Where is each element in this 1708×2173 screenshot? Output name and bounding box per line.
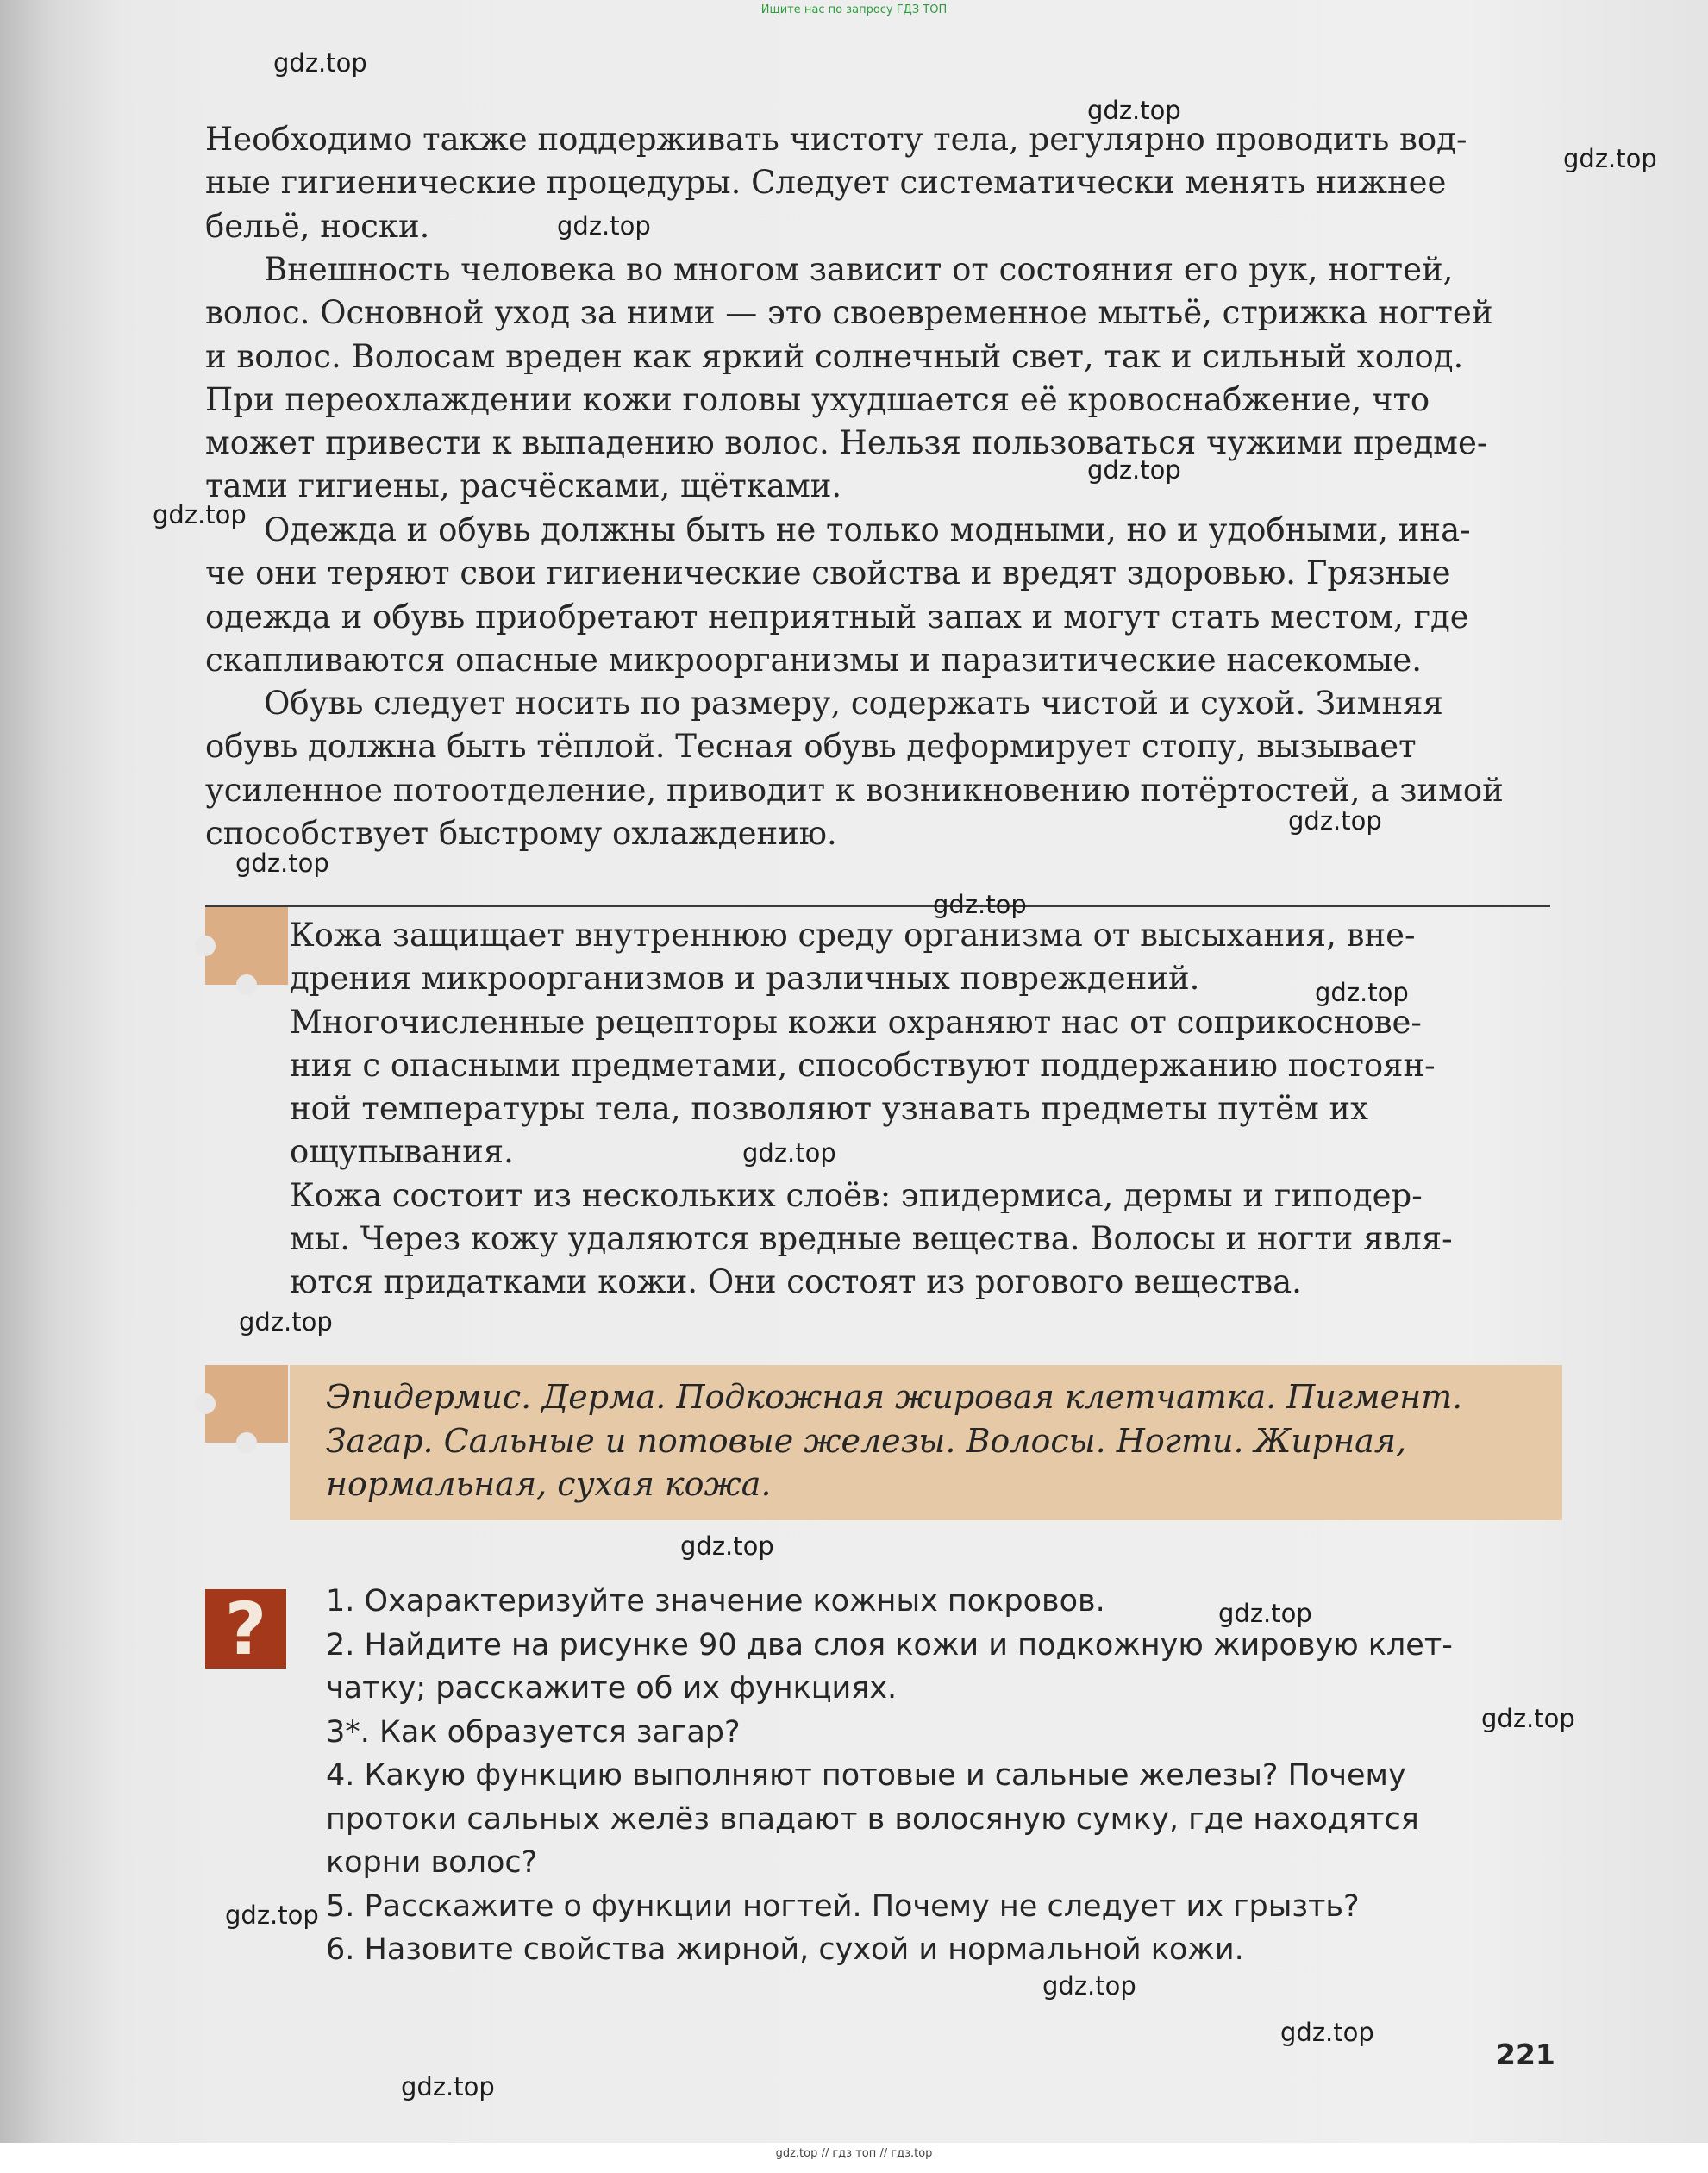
- text-line: и волос. Волосам вреден как яркий солнечный свет, так и сильный холод.: [205, 337, 1464, 375]
- text-line: тами гигиены, расчёсками, щётками.: [205, 467, 842, 505]
- watermark[interactable]: gdz.top: [1218, 1599, 1312, 1628]
- paragraph-appearance: [205, 248, 1550, 509]
- text-line: бельё, носки.: [205, 207, 430, 245]
- text-line: чатку; расскажите об их функциях.: [326, 1671, 898, 1706]
- watermark[interactable]: gdz.top: [742, 1138, 836, 1168]
- text-line: нормальная, сухая кожа.: [326, 1465, 772, 1503]
- watermark[interactable]: gdz.top: [680, 1531, 774, 1561]
- text-line: 1. Охарактеризуйте значение кожных покровов.: [326, 1584, 1105, 1619]
- text-line: Внешность человека во многом зависит от состояния его рук, ногтей,: [264, 251, 1454, 288]
- question-item: [326, 1885, 1550, 1929]
- watermark[interactable]: gdz.top: [1087, 96, 1181, 125]
- question-item: [326, 1624, 1550, 1711]
- watermark[interactable]: gdz.top: [273, 48, 367, 78]
- page-number: 221: [1496, 2038, 1555, 2071]
- question-item: [326, 1711, 1550, 1755]
- bottom-banner[interactable]: gdz.top // гдз топ // гдз.top: [775, 2147, 933, 2160]
- watermark[interactable]: gdz.top: [235, 849, 329, 878]
- watermark[interactable]: gdz.top: [1288, 806, 1382, 836]
- watermark[interactable]: gdz.top: [401, 2072, 495, 2101]
- text-line: ощупывания.: [290, 1133, 514, 1171]
- text-line: мы. Через кожу удаляются вредные вещества. Волосы и ногти явля-: [290, 1220, 1453, 1258]
- text-line: дрения микроорганизмов и различных повреждений.: [290, 960, 1200, 998]
- section-divider: [205, 905, 1550, 907]
- text-line: ния с опасными предметами, способствуют поддержанию постоян-: [290, 1046, 1436, 1084]
- key-terms: [326, 1375, 1550, 1506]
- paragraph-clothing: [205, 509, 1550, 682]
- text-line: Многочисленные рецепторы кожи охраняют нас от соприкоснове-: [290, 1003, 1422, 1041]
- top-banner[interactable]: Ищите нас по запросу ГДЗ ТОП: [760, 3, 948, 16]
- text-line: корни волос?: [326, 1845, 538, 1880]
- watermark[interactable]: gdz.top: [1315, 978, 1409, 1007]
- text-line: 2. Найдите на рисунке 90 два слоя кожи и подкожную жировую клет-: [326, 1627, 1453, 1663]
- text-line: Необходимо также поддерживать чистоту тела, регулярно проводить вод-: [205, 121, 1467, 158]
- text-line: Кожа состоит из нескольких слоёв: эпидермиса, дермы и гиподер-: [290, 1176, 1423, 1214]
- question-item: [326, 1754, 1550, 1885]
- text-line: одежда и обувь приобретают неприятный запах и могут стать местом, где: [205, 598, 1469, 636]
- text-line: че они теряют свои гигиенические свойства и вредят здоровью. Грязные: [205, 554, 1451, 592]
- text-line: ной температуры тела, позволяют узнавать предметы путём их: [290, 1090, 1369, 1128]
- text-line: волос. Основной уход за ними — это своевременное мытьё, стрижка ногтей: [205, 294, 1493, 332]
- text-line: ются придатками кожи. Они состоят из рогового вещества.: [290, 1263, 1302, 1301]
- text-line: Кожа защищает внутреннюю среду организма от высыхания, вне-: [290, 917, 1416, 954]
- text-line: может привести к выпадению волос. Нельзя пользоваться чужими предме-: [205, 424, 1488, 462]
- question-mark-icon: ?: [205, 1589, 286, 1669]
- watermark[interactable]: gdz.top: [1042, 1971, 1136, 2001]
- text-line: 6. Назовите свойства жирной, сухой и нормальной кожи.: [326, 1932, 1244, 1967]
- text-line: усиленное потоотделение, приводит к возникновению потёртостей, а зимой: [205, 771, 1504, 809]
- watermark[interactable]: gdz.top: [225, 1901, 319, 1930]
- text-line: протоки сальных желёз впадают в волосяную сумку, где находятся: [326, 1801, 1419, 1837]
- watermark[interactable]: gdz.top: [1563, 144, 1657, 173]
- paragraph-body-hygiene: [205, 118, 1550, 248]
- text-line: способствует быстрому охлаждению.: [205, 814, 837, 852]
- text-line: обувь должна быть тёплой. Тесная обувь деформирует стопу, вызывает: [205, 728, 1417, 766]
- question-item: [326, 1928, 1550, 1972]
- question-item: [326, 1580, 1550, 1624]
- watermark[interactable]: gdz.top: [153, 500, 247, 529]
- watermark[interactable]: gdz.top: [557, 211, 651, 241]
- watermark[interactable]: gdz.top: [239, 1307, 333, 1337]
- puzzle-piece-icon: [205, 907, 288, 985]
- questions-list: [326, 1580, 1550, 1972]
- text-line: Загар. Сальные и потовые железы. Волосы. Ногти. Жирная,: [326, 1421, 1407, 1460]
- text-line: 4. Какую функцию выполняют потовые и сальные железы? Почему: [326, 1758, 1406, 1793]
- puzzle-piece-icon: [205, 1365, 288, 1443]
- text-line: При переохлаждении кожи головы ухудшается её кровоснабжение, что: [205, 380, 1430, 418]
- watermark[interactable]: gdz.top: [1481, 1704, 1575, 1733]
- watermark[interactable]: gdz.top: [1280, 2018, 1374, 2047]
- watermark[interactable]: gdz.top: [933, 890, 1027, 919]
- text-line: 3*. Как образуется загар?: [326, 1714, 741, 1750]
- text-line: ные гигиенические процедуры. Следует систематически менять нижнее: [205, 164, 1447, 202]
- text-line: Одежда и обувь должны быть не только модными, но и удобными, ина-: [264, 511, 1471, 548]
- summary-block: [290, 914, 1561, 1305]
- text-line: Обувь следует носить по размеру, содержать чистой и сухой. Зимняя: [264, 685, 1443, 722]
- text-line: Эпидермис. Дерма. Подкожная жировая клетчатка. Пигмент.: [326, 1378, 1463, 1416]
- text-line: скапливаются опасные микроорганизмы и паразитические насекомые.: [205, 641, 1423, 679]
- text-line: 5. Расскажите о функции ногтей. Почему не следует их грызть?: [326, 1888, 1360, 1924]
- watermark[interactable]: gdz.top: [1087, 455, 1181, 485]
